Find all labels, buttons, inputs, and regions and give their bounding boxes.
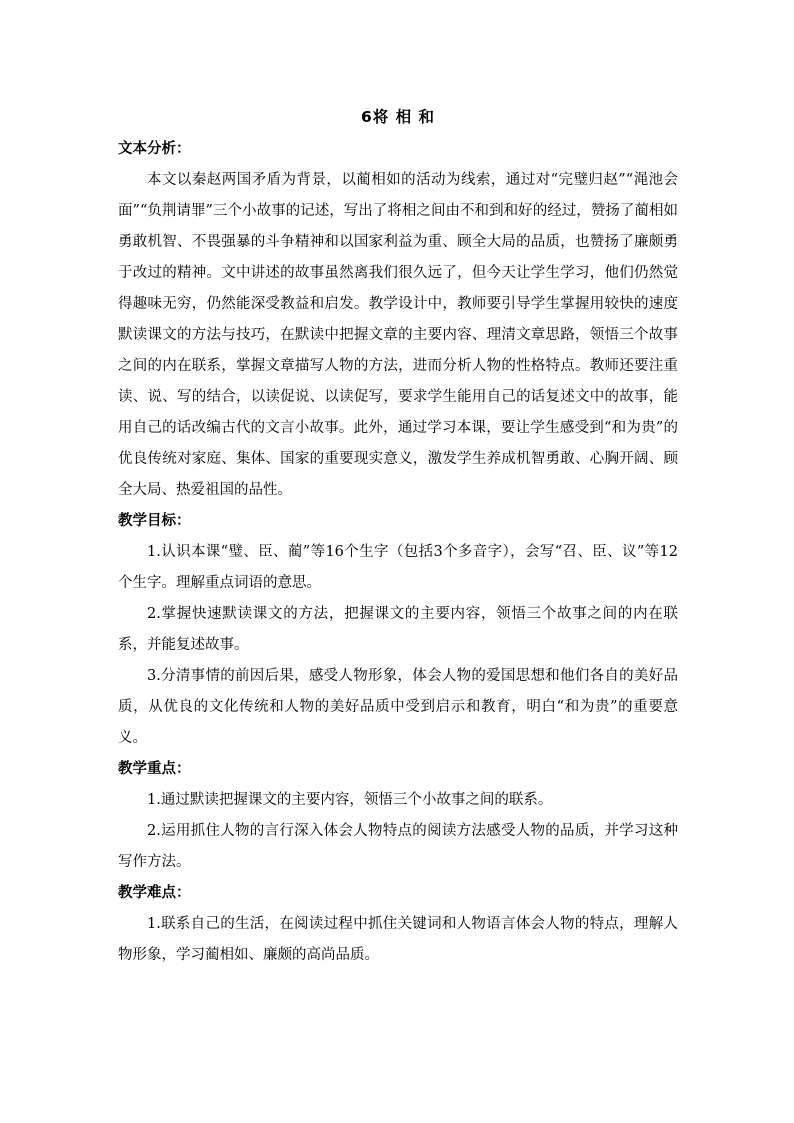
paragraph: 1.认识本课“璧、臣、蔺”等16个生字（包括3个多音字），会写“召、臣、议”等12个生字。理解重点词语的意思。 bbox=[118, 544, 678, 591]
paragraph: 2.掌握快速默读课文的方法，把握课文的主要内容，领悟三个故事之间的内在联系，并能复述故事。 bbox=[118, 606, 678, 653]
document-content bbox=[118, 104, 678, 971]
section-text-analysis bbox=[118, 134, 678, 506]
paragraph: 1.联系自己的生活，在阅读过程中抓住关键词和人物语言体会人物的特点，理解人物形象，学习蔺相如、廉颇的高尚品质。 bbox=[118, 916, 678, 963]
section-heading: 教学目标： bbox=[118, 513, 191, 529]
section-heading: 教学难点： bbox=[118, 885, 191, 901]
paragraph: 3.分清事情的前因后果，感受人物形象，体会人物的爱国思想和他们各自的美好品质，从优良的文化传统和人物的美好品质中受到启示和教育，明白“和为贵”的重要意义。 bbox=[118, 668, 678, 746]
document-title: 6将 相 和 bbox=[360, 108, 436, 126]
section-heading: 教学重点： bbox=[118, 761, 191, 777]
section-teaching-difficulty bbox=[118, 878, 678, 971]
section-teaching-focus bbox=[118, 754, 678, 878]
section-teaching-goals bbox=[118, 506, 678, 754]
paragraph: 1.通过默读把握课文的主要内容，领悟三个小故事之间的联系。 bbox=[147, 792, 553, 808]
section-heading: 文本分析： bbox=[118, 141, 191, 157]
paragraph: 本文以秦赵两国矛盾为背景，以蔺相如的活动为线索，通过对“完璧归赵”“渑池会面”“负荆请罪”三个小故事的记述，写出了将相之间由不和到和好的经过，赞扬了蔺相如勇敢机智、不畏强暴的斗争精神和以国家利益为重、顾全大局的品质，也赞扬了廉颇勇于改过的精神。文中讲述的故事虽然离我们很久远了，但今天让学生学习，他们仍然觉得趣味无穷，仍然能深受教益和启发。教学设计中，教师要引导学生掌握用较快的速度默读课文的方法与技巧，在默读中把握文章的主要内容、理清文章思路，领悟三个故事之间的内在联系，掌握文章描写人物的方法，进而分析人物的性格特点。教师还要注重读、说、写的结合，以读促说、以读促写，要求学生能用自己的话复述文中的故事，能用自己的话改编古代的文言小故事。此外，通过学习本课，要让学生感受到“和为贵”的优良传统对家庭、集体、国家的重要现实意义，激发学生养成机智勇敢、心胸开阔、顾全大局、热爱祖国的品性。 bbox=[118, 172, 678, 498]
paragraph: 2.运用抓住人物的言行深入体会人物特点的阅读方法感受人物的品质，并学习这种写作方法。 bbox=[118, 823, 678, 870]
